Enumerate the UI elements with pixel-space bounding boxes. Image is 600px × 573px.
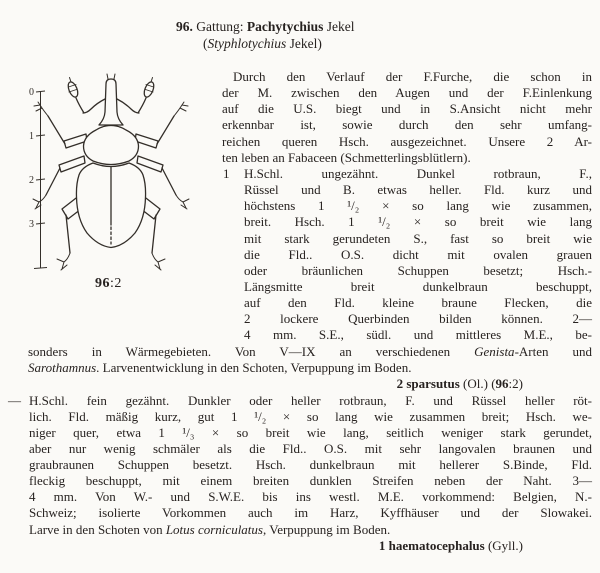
text-line (28, 344, 592, 360)
antenna-left (76, 98, 105, 113)
text-line: Rüssel und B. etwas heller. Fld. kurz und (244, 182, 592, 198)
text-line: höchstens 1 ¹/₂ × so lang wie zusammen, (244, 198, 592, 214)
text-segment: Styphlotychius (207, 36, 287, 51)
text-line: breit. Hsch. 1 ¹/₂ × so breit wie lang (244, 214, 592, 230)
text-line: auf die U.S. biegt und in S.Ansicht nicht mehr (222, 101, 592, 117)
text-line: die Fld.. O.S. dicht mit ovalen grauen (244, 246, 592, 262)
text-line: Schweiz; isolierte Vorkommen auch im Harz, Kyffhäuser und der Slowakei. (29, 505, 592, 521)
figure-caption (95, 276, 122, 292)
text-segment: 96 (495, 375, 509, 391)
text-line (29, 522, 592, 538)
mandibles (107, 74, 115, 79)
key-item-1-text (244, 166, 592, 344)
scale-bar (34, 91, 47, 269)
mid-tibia-left (46, 168, 60, 195)
text-line: niger quer, etwa 1 ¹/₃ × so breit wie lang, seitlich weniger stark gerundet, (29, 424, 592, 440)
scale-labels (29, 87, 34, 230)
species-name-sparsutus (28, 376, 523, 392)
weevil-illustration (33, 74, 189, 270)
text-segment: Jekel) (286, 36, 322, 51)
text-line: lich. Fld. mäßig kurz, gut 1 ¹/₂ × so lang wie zusammen breit; Hsch. we- (29, 408, 592, 424)
text-segment: 1 haematocephalus (378, 538, 485, 553)
antenna-club-left (66, 81, 79, 99)
text-line: auf den Fld. kleine braune Flecken, die (244, 295, 592, 311)
text-line: graubraunen Schuppen besetzt. Hsch. dunkelbraun mit hellerer S.Binde, Fld. (29, 457, 592, 473)
text-segment: Jekel (323, 19, 355, 34)
text-segment: Pachytychius (246, 19, 324, 34)
antenna-right (117, 98, 146, 113)
text-line: aber nur wenig schmäler als die Fld.. O.S. mit sehr langovalen braunen und (29, 440, 592, 456)
scale-label-2: 2 (29, 175, 34, 186)
text-segment: Genista (474, 343, 515, 359)
text-segment: Larve in den Schoten von (29, 521, 166, 537)
text-line: oder bräunlichen Schuppen besetzt; Hsch.- (244, 262, 592, 278)
text-segment: Lotus corniculatus (165, 521, 263, 537)
mid-femur-left (59, 156, 85, 172)
text-segment: (Gyll.) (484, 538, 523, 553)
front-tibia-left (48, 116, 65, 144)
mid-femur-right (137, 156, 163, 172)
scale-label-1: 1 (29, 131, 34, 142)
key-item-1-continuation (28, 344, 592, 376)
antenna-club-right (142, 81, 155, 99)
text-segment: -Arten und (514, 343, 592, 359)
text-line: Durch den Verlauf der F.Furche, die schon in (233, 69, 592, 84)
beetle-figure (10, 68, 220, 303)
key-item-1-marker: 1 (223, 166, 230, 181)
text-line: der M. zwischen den Augen und der F.Einlenkung (222, 85, 592, 101)
text-segment: :2) (508, 375, 523, 391)
text-line: erkennbar ist, sowie durch den sehr umfang- (222, 117, 592, 133)
species-name-haematocephalus (28, 538, 523, 554)
text-line: H.Schl. ungezähnt. Dunkel rotbraun, F., (244, 166, 592, 181)
hind-tibia-left (66, 215, 70, 253)
text-segment: sonders in Wärmegebieten. Von V—IX an verschiedenen (28, 343, 475, 359)
text-line: reichen queren Hsch. ausgezeichnet. Unsere 2 Ar- (222, 133, 592, 149)
key-item-2-marker: — (8, 392, 21, 408)
text-line: 4 mm. Von W.- und S.W.E. bis ins westl. M.E. vorkommend: Belgien, N.- (29, 489, 592, 505)
hind-tarsus-left (57, 253, 70, 270)
text-segment: Sarothamnus (28, 359, 97, 375)
text-line (28, 360, 592, 376)
text-line: mit stark gerundeten S., fast so breit wie (244, 230, 592, 246)
hind-tibia-right (152, 215, 156, 253)
text-segment: (Ol.) ( (459, 375, 496, 391)
text-line: H.Schl. fein gezähnt. Dunkler oder heller rotbraun, F. und Rüssel heller röt- (29, 392, 592, 408)
text-segment: 2 sparsutus (396, 375, 460, 391)
front-tibia-right (157, 116, 174, 144)
text-line: 4 mm. S.E., südl. und mittleres M.E., be- (244, 327, 592, 343)
mid-tarsus-right (176, 195, 189, 209)
antenna-left-tip (70, 78, 72, 83)
text-segment: . Larvenentwicklung in den Schoten, Verpuppung im Boden. (96, 359, 412, 375)
hind-tarsus-right (152, 253, 165, 270)
text-segment: , Verpuppung im Boden. (262, 521, 391, 537)
genus-description-paragraph (222, 69, 592, 166)
scale-label-3: 3 (29, 219, 34, 230)
text-segment: ( (203, 36, 208, 51)
text-segment: 96 (95, 276, 110, 291)
text-line: ten leben an Fabaceen (Schmetterlingsblütlern). (222, 149, 471, 165)
text-segment: :2 (110, 276, 122, 291)
front-tarsus-right (174, 102, 188, 116)
beetle-figure-svg (10, 68, 220, 303)
text-line: 2 lockere Querbinden bilden können. 2— (244, 311, 592, 327)
pronotum (84, 126, 139, 165)
mid-tibia-right (162, 168, 176, 195)
text-segment: 96. (176, 19, 193, 34)
scale-label-0: 0 (29, 87, 34, 98)
text-segment: Gattung: (192, 19, 247, 34)
text-line: fleckig beschuppt, mit einem breiten dunklen Streifen neben der Naht. 3— (29, 473, 592, 489)
key-item-2-text (29, 393, 592, 538)
genus-heading-line1 (176, 19, 355, 35)
antenna-right-tip (151, 78, 153, 83)
mid-tarsus-left (33, 195, 46, 209)
text-line: Längsmitte breit dunkelbraun beschuppt, (244, 278, 592, 294)
genus-heading-line2 (203, 36, 322, 52)
rostrum (99, 79, 123, 125)
